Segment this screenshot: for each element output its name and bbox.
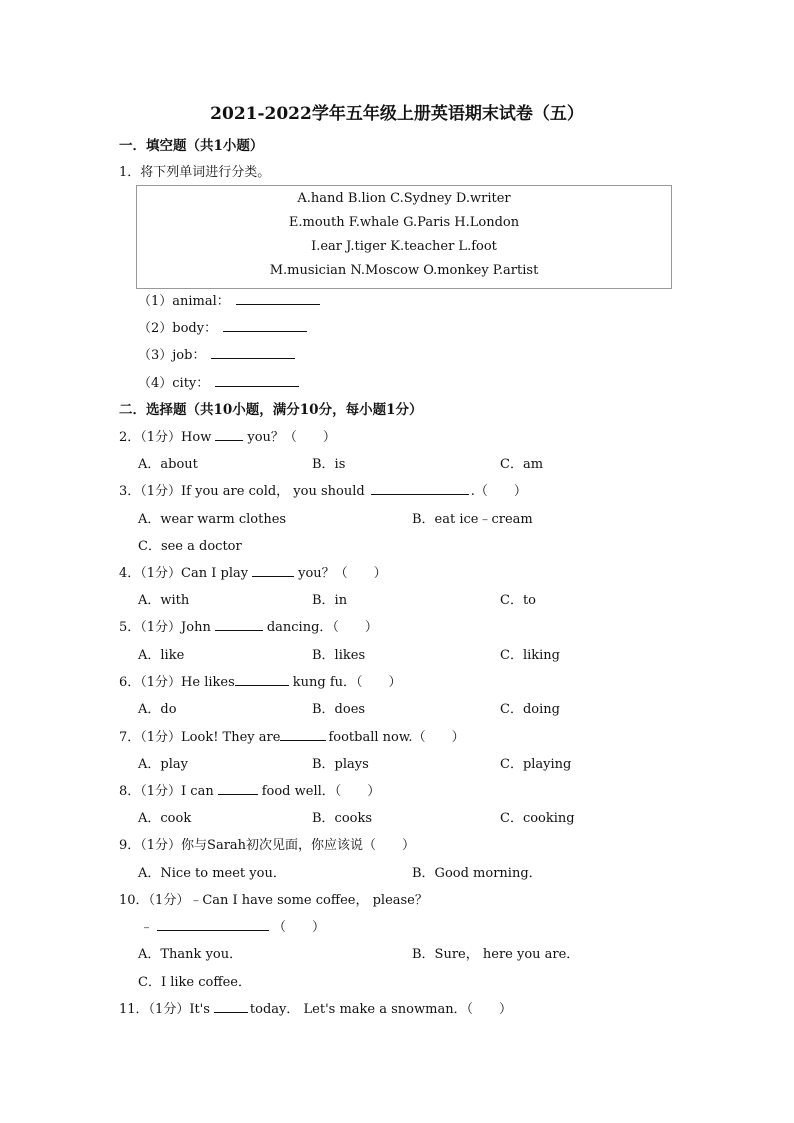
question-text: （ ）	[273, 920, 326, 935]
answer-blank[interactable]	[235, 673, 289, 686]
option-b[interactable]: B．does	[312, 702, 366, 717]
question-text: 3．（1分）If you are cold， you should	[119, 484, 365, 499]
question-text: 4．（1分）Can I play	[119, 566, 249, 581]
question-text: .（ ）	[470, 484, 527, 499]
option-a[interactable]: A．do	[138, 702, 177, 717]
q1-part-label: （3）job：	[138, 348, 206, 363]
option-a[interactable]: A．about	[138, 457, 198, 472]
option-c[interactable]: C．see a doctor	[138, 539, 242, 554]
question-text: 6．（1分）He likes	[119, 675, 235, 690]
question-text: football now.（ ）	[328, 730, 465, 745]
answer-blank[interactable]	[280, 728, 326, 741]
question-text: today． Let's make a snowman．（ ）	[249, 1002, 513, 1017]
question-7	[119, 726, 465, 745]
page-title: 2021-2022学年五年级上册英语期末试卷（五）	[210, 104, 584, 124]
question-5	[119, 616, 378, 635]
option-b[interactable]: B．Good morning．	[412, 866, 542, 881]
q1-stem: 1．将下列单词进行分类。	[119, 165, 271, 180]
question-text: 5．（1分）John	[119, 620, 211, 635]
question-text: 2．（1分）How	[119, 430, 212, 445]
option-b[interactable]: B．Sure， here you are．	[412, 947, 580, 962]
question-text: kung fu．（ ）	[292, 675, 402, 690]
answer-blank[interactable]	[236, 292, 320, 305]
answer-blank[interactable]	[211, 346, 295, 359]
word-box	[136, 185, 672, 289]
option-c[interactable]: C．doing	[500, 702, 560, 717]
answer-blank[interactable]	[214, 1000, 248, 1013]
word-box-line: E.mouth F.whale G.Paris H.London	[288, 215, 520, 230]
question-text: you？（ ）	[247, 430, 336, 445]
option-b[interactable]: B．plays	[312, 757, 369, 772]
answer-blank[interactable]	[223, 319, 307, 332]
question-4	[119, 562, 387, 581]
answer-blank[interactable]	[215, 618, 263, 631]
answer-blank[interactable]	[157, 918, 269, 931]
section1-heading: 一．填空题（共1小题）	[119, 138, 264, 154]
question-6	[119, 671, 402, 690]
option-b[interactable]: B．in	[312, 593, 348, 608]
section2-heading: 二．选择题（共10小题，满分10分，每小题1分）	[119, 402, 423, 418]
q1-part-label: （1）animal：	[138, 294, 230, 309]
option-a[interactable]: A．with	[138, 593, 190, 608]
question-text: 7．（1分）Look! They are	[119, 730, 281, 745]
question-text: food well．（ ）	[261, 784, 381, 799]
q1-part-animal	[138, 290, 320, 309]
question-text: you？（ ）	[298, 566, 387, 581]
word-box-line: A.hand B.lion C.Sydney D.writer	[297, 191, 511, 206]
question-10: 10．（1分）﹣Can I have some coffee， please？	[119, 893, 428, 908]
option-c[interactable]: C．playing	[500, 757, 572, 772]
question-text: dancing．（ ）	[266, 620, 378, 635]
option-a[interactable]: A．Thank you．	[138, 947, 243, 962]
question-9: 9．（1分）你与Sarah初次见面，你应该说（ ）	[119, 838, 416, 853]
option-a[interactable]: A．like	[138, 648, 185, 663]
option-b[interactable]: B．likes	[312, 648, 366, 663]
q1-part-label: （4）city：	[138, 376, 210, 391]
q1-part-label: （2）body：	[138, 321, 218, 336]
q1-part-body	[138, 317, 307, 336]
option-c[interactable]: C．am	[500, 457, 544, 472]
option-c[interactable]: C．cooking	[500, 811, 575, 826]
option-b[interactable]: B．eat ice﹣cream	[412, 512, 533, 527]
option-a[interactable]: A．play	[138, 757, 188, 772]
question-10-answer-line	[140, 916, 325, 935]
option-a[interactable]: A．cook	[138, 811, 192, 826]
option-b[interactable]: B．is	[312, 457, 346, 472]
question-text: ﹣	[140, 920, 154, 935]
option-c[interactable]: C．liking	[500, 648, 560, 663]
question-3	[119, 480, 527, 499]
question-11	[119, 998, 512, 1017]
answer-blank[interactable]	[252, 564, 294, 577]
answer-blank[interactable]	[215, 374, 299, 387]
question-2	[119, 426, 336, 445]
word-box-line: M.musician N.Moscow O.monkey P.artist	[269, 263, 539, 278]
option-b[interactable]: B．cooks	[312, 811, 373, 826]
option-a[interactable]: A．wear warm clothes	[138, 512, 287, 527]
answer-blank[interactable]	[371, 482, 469, 495]
q1-part-city	[138, 372, 299, 391]
question-8	[119, 780, 380, 799]
word-box-line: I.ear J.tiger K.teacher L.foot	[311, 239, 497, 254]
answer-blank[interactable]	[218, 782, 258, 795]
q1-part-job	[138, 344, 295, 363]
option-c[interactable]: C．I like coffee．	[138, 975, 251, 990]
question-text: 8．（1分）I can	[119, 784, 214, 799]
answer-blank[interactable]	[215, 428, 243, 441]
option-a[interactable]: A．Nice to meet you．	[138, 866, 286, 881]
question-text: 11．（1分）It's	[119, 1002, 210, 1017]
option-c[interactable]: C．to	[500, 593, 536, 608]
